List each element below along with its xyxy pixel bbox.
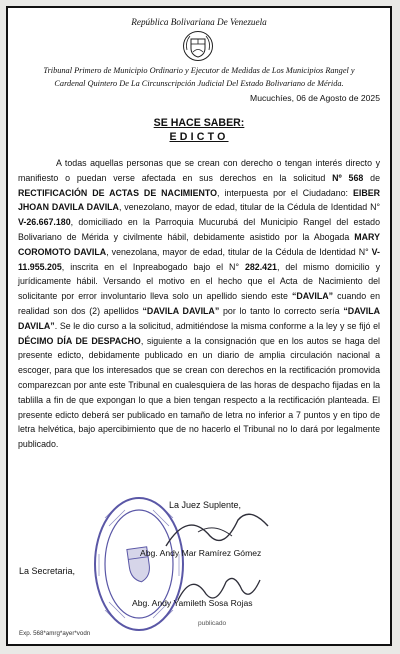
secretary-name: Abg. Andy Yamileth Sosa Rojas [132,598,253,608]
edict-title: EDICTO [169,131,229,143]
body-text: , siguiente a la consignación que en los autos se haga del presente edicto, debidamente publicado en un diario de amplia circulación nacional a escoger, para que los interesados que se crean con derechos en la rectificación promovida comparezcan por ante este Tribunal en cualesquiera de las horas de despacho fijadas en la tablilla a fin de que expongan lo que a bien tengan respecto a la rectificación planteada. El presente edicto deberá ser publicado en tamaño de letra no inferior a 7 puntos y en tipo de letra helvética, bajo apercibimiento que de no hacerlo el Tribunal no lo dará por legalmente publicado. [18,335,380,450]
published-mark: publicado [198,620,227,627]
body-text: por lo tanto lo correcto sería [219,305,344,316]
body-text: cuando en realidad son dos (2) apellidos [18,291,380,316]
body-text: de [363,172,380,183]
body-text: , venezolana, mayor de edad, titular de la Cédula de Identidad N° [106,246,372,257]
notice-title: SE HACE SABER: [153,117,245,129]
inpreabogado-number: 282.421 [244,261,277,272]
secretary-title: La Secretaria, [19,566,76,576]
deadline-day: DÉCIMO DÍA DE DESPACHO [18,335,141,346]
edict-body [18,156,380,452]
body-text: , del mismo domicilio y jurídicamente hábil. Versando el motivo en el hecho que el Acta de Nacimiento del solicitante por error involuntario lleva solo un apellido siendo este [18,261,380,302]
judge-name: Abg. Andy Mar Ramírez Gómez [140,548,262,558]
surname-quote: “DAVILA” [291,291,334,302]
surname-quote: “DAVILA DAVILA” [142,305,220,316]
body-text: , interpuesta por el Ciudadano: [217,187,353,198]
lawyer-name: MARY COROMOTO DAVILA [18,231,380,257]
tribunal-line-2: Cardenal Quintero De La Circunscripción Judicial Del Estado Bolivariano de Mérida. [54,78,344,88]
coat-of-arms-icon [182,30,214,62]
request-number: Nº 568 [332,172,364,183]
body-text: , inscrita en el Inpreabogado bajo el N° [61,261,245,272]
edict-document [6,6,392,646]
republic-heading: República Bolivariana De Venezuela [131,17,267,27]
judge-title: La Juez Suplente, [169,500,242,510]
file-reference: Exp. 568*amrg*ayer*vodn [19,630,91,637]
body-text: . Se le dio curso a la solicitud, admitiéndose la misma conforme a la ley y se fijó el [54,320,380,331]
request-subject: RECTIFICACIÓN DE ACTAS DE NACIMIENTO [18,187,218,198]
tribunal-heading [16,65,382,90]
lawyer-id: V-11.955.205 [18,246,380,272]
place-date: Mucuchíes, 06 de Agosto de 2025 [250,93,380,103]
surname-quote: “DAVILA DAVILA” [18,305,380,331]
body-text: , domiciliado en la Parroquia Mucurubá del Municipio Rangel del estado Bolivariano de Mérida y civilmente hábil, debidamente asistido por la Abogada [18,217,380,242]
applicant-name: EIBER JHOAN DAVILA DAVILA [18,187,380,213]
tribunal-line-1: Tribunal Primero de Municipio Ordinario y Ejecutor de Medidas de Los Municipios Rangel y [43,66,355,75]
body-text: , venezolano, mayor de edad, titular de la Cédula de Identidad N° [118,202,380,213]
applicant-id: V-26.667.180 [18,217,71,228]
body-text: A todas aquellas personas que se crean con derecho o tengan interés directo y manifiesto o puedan verse afectada en sus derechos en la solicitud [18,158,380,183]
